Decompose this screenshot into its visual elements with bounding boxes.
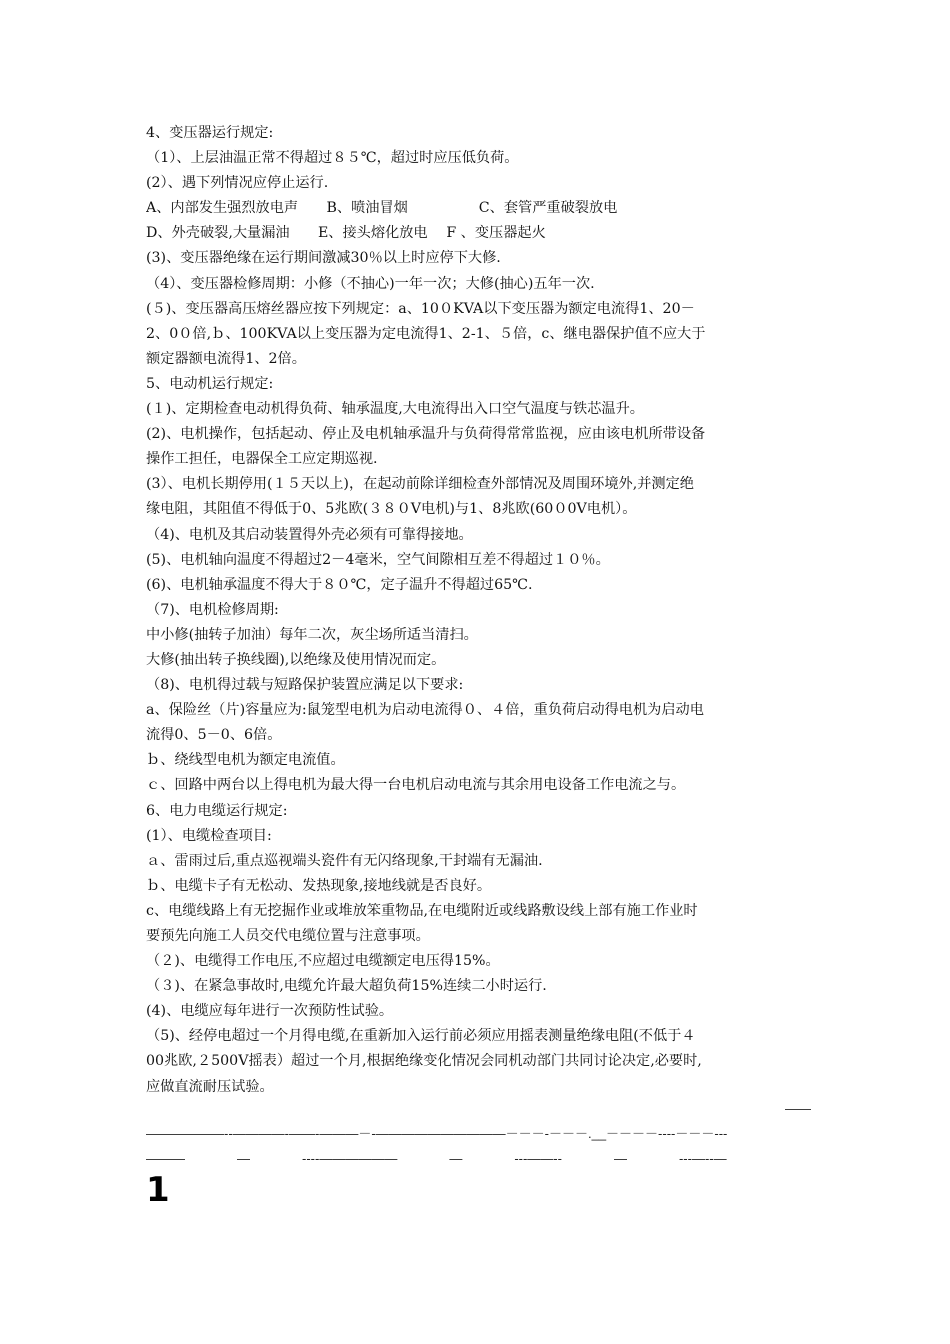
text-line: （２)、电缆得工作电压,不应超过电缆额定电压得15%。 <box>146 953 500 970</box>
text-line: 要预先向施工人员交代电缆位置与注意事项。 <box>146 928 430 944</box>
text-line: a、保险丝（片)容量应为:鼠笼型电机为启动电流得０、４倍，重负荷启动得电机为启动电 <box>146 702 704 719</box>
separator-line-2: ——————--————-——-———－-——————————－－－-－－－.__－－－－----－－－--- <box>146 1126 728 1141</box>
text-line: c、电缆线路上有无挖掘作业或堆放笨重物品,在电缆附近或线路敷设线上部有施工作业时 <box>146 902 698 919</box>
text-line: ｂ、电缆卡子有无松动、发热现象,接地线就是否良好。 <box>146 877 492 894</box>
text-line: （5)、经停电超过一个月得电缆,在重新加入运行前必须应用摇表测量绝缘电阻(不低于４ <box>146 1028 696 1045</box>
text-line: （1）、上层油温正常不得超过８５℃，超过时应压低负荷。 <box>146 150 519 167</box>
text-line: （4）、变压器检修周期：小修（不抽心)一年一次；大修(抽心)五年一次. <box>146 275 595 292</box>
page-number: 1 <box>146 1170 170 1210</box>
text-line: (2)、电机操作，包括起动、停止及电机轴承温升与负荷得常常监视，应由该电机所带设备 <box>146 426 706 443</box>
text-line: (3)、变压器绝缘在运行期间激减30％以上时应停下大修. <box>146 250 501 267</box>
text-line: (１)、定期检查电动机得负荷、轴承温度,大电流得出入口空气温度与铁芯温升。 <box>146 401 644 418</box>
text-line: （4)、电机及其启动装置得外壳必须有可靠得接地。 <box>146 526 473 543</box>
text-line: 操作工担任，电器保全工应定期巡视. <box>146 451 378 468</box>
text-line: (5)、电机轴向温度不得超过2－4毫米，空气间隙相互差不得超过１０％。 <box>146 551 610 568</box>
text-line: (3）、电机长期停用(１５天以上)，在起动前除详细检查外部情况及周围环境外,并测定绝 <box>146 476 694 493</box>
document-body <box>146 121 811 1100</box>
text-line: （8)、电机得过载与短路保护装置应满足以下要求: <box>146 677 464 694</box>
separator-line-1: —— <box>785 1101 811 1116</box>
text-line: 6、电力电缆运行规定: <box>146 802 288 819</box>
text-line: 4、变压器运行规定: <box>146 125 274 141</box>
text-line: 流得0、5－0、6倍。 <box>146 727 282 744</box>
separator-line-3: ——— — ----—————— — ---——-- — ---—--— <box>146 1151 727 1166</box>
text-line: 00兆欧,２500V摇表）超过一个月,根据绝缘变化情况会同机动部门共同讨论决定,必要时, <box>146 1053 702 1070</box>
text-line: ｃ、回路中两台以上得电机为最大得一台电机启动电流与其余用电设备工作电流之与。 <box>146 777 686 794</box>
text-line: 中小修(抽转子加油）每年二次，灰尘场所适当清扫。 <box>146 626 478 643</box>
text-line: (6)、电机轴承温度不得大于８０℃，定子温升不得超过65℃. <box>146 576 533 593</box>
text-line: ａ、雷雨过后,重点巡视端头瓷件有无闪络现象,干封端有无漏油. <box>146 852 543 869</box>
text-line: (５)、变压器高压熔丝器应按下列规定：a、10０KVA以下变压器为额定电流得1、20－ <box>146 300 695 317</box>
text-line: D、外壳破裂,大量漏油 E、接头熔化放电 F 、变压器起火 <box>146 225 546 242</box>
text-line: 大修(抽出转子换线圈),以绝缘及使用情况而定。 <box>146 651 446 668</box>
text-line: （7)、电机检修周期: <box>146 601 279 618</box>
text-line: A、内部发生强烈放电声 B、喷油冒烟 C、套管严重破裂放电 <box>146 200 618 217</box>
text-line: 2、0０倍,ｂ、100KVA以上变压器为定电流得1、2-1、５倍，c、继电器保护值不应大于 <box>146 325 706 342</box>
text-line: 应做直流耐压试验。 <box>146 1078 274 1095</box>
text-line: 额定器额电流得1、2倍。 <box>146 350 306 367</box>
text-line: 5、电动机运行规定: <box>146 375 274 392</box>
text-line: 缘电阻，其阻值不得低于0、5兆欧(３８０V电机)与1、8兆欧(60０0V电机）。 <box>146 501 637 518</box>
text-line: (1）、电缆检查项目: <box>146 827 272 844</box>
text-line: ｂ、绕线型电机为额定电流值。 <box>146 752 345 769</box>
text-line: （３)、在紧急事故时,电缆允许最大超负荷15%连续二小时运行. <box>146 978 547 995</box>
text-line: (4)、电缆应每年进行一次预防性试验。 <box>146 1003 394 1020</box>
text-line: (2）、遇下列情况应停止运行. <box>146 175 329 192</box>
